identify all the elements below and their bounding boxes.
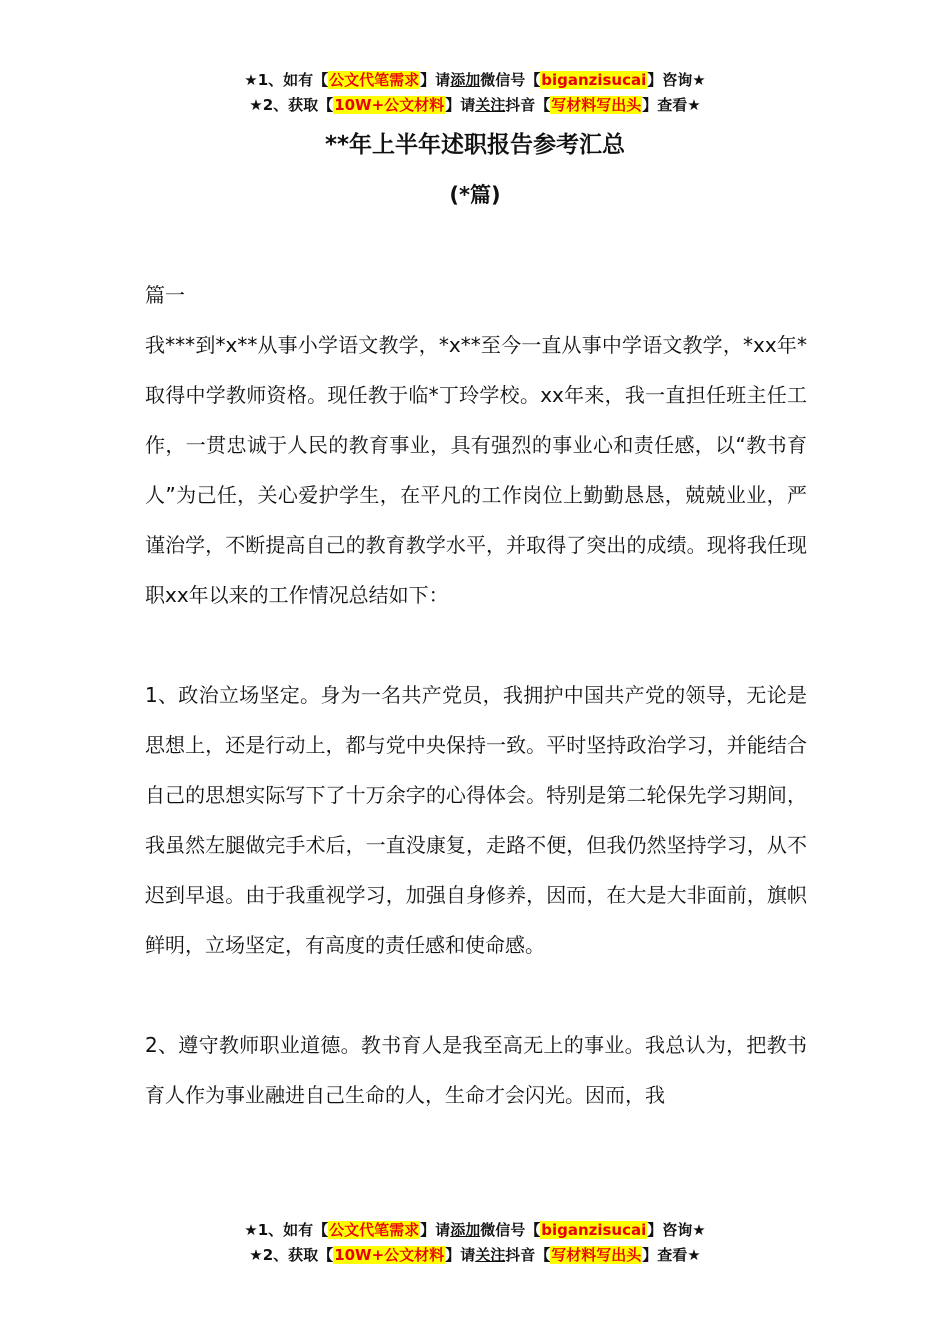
banner-text: ★1、如有【 <box>244 71 329 89</box>
banner-text: 】请 <box>420 71 451 89</box>
banner-highlight: 10W+公文材料 <box>334 96 445 114</box>
paragraph-gap <box>145 620 807 670</box>
paragraph-gap <box>145 970 807 1020</box>
banner-line-2 <box>0 93 950 118</box>
banner-text: 】查看★ <box>642 96 701 114</box>
banner-highlight: biganzisucai <box>541 1221 647 1239</box>
banner-text: ★2、获取【 <box>249 1246 334 1264</box>
banner-text: 】咨询★ <box>647 71 706 89</box>
banner-underlined: 关注 <box>475 96 506 114</box>
document-subtitle: (*篇) <box>449 183 501 207</box>
banner-line-1 <box>0 1218 950 1243</box>
banner-highlight: 公文代笔需求 <box>329 1221 420 1239</box>
banner-line-1 <box>0 68 950 93</box>
banner-text: 微信号【 <box>480 1221 541 1239</box>
banner-underlined: 关注 <box>475 1246 506 1264</box>
section-heading: 篇一 <box>145 283 185 307</box>
banner-text: 】咨询★ <box>647 1221 706 1239</box>
banner-underlined: 添加 <box>450 71 481 89</box>
paragraph: 1、政治立场坚定。身为一名共产党员，我拥护中国共产党的领导，无论是思想上，还是行动上，都与党中央保持一致。平时坚持政治学习，并能结合自己的思想实际写下了十万余字的心得体会。特别是第二轮保先学习期间，我虽然左腿做完手术后，一直没康复，走路不便，但我仍然坚持学习，从不迟到早退。由于我重视学习，加强自身修养，因而，在大是大非面前，旗帜鲜明，立场坚定，有高度的责任感和使命感。 <box>145 683 807 957</box>
bottom-banner <box>0 1218 950 1268</box>
banner-highlight: biganzisucai <box>541 71 647 89</box>
banner-text: 】请 <box>445 96 476 114</box>
banner-text: 抖音【 <box>505 96 551 114</box>
paragraph: 我***到*x**从事小学语文教学，*x**至今一直从事中学语文教学，*xx年*取得中学教师资格。现任教于临*丁玲学校。xx年来，我一直担任班主任工作，一贯忠诚于人民的教育事业，具有强烈的事业心和责任感，以“教书育人”为己任，关心爱护学生，在平凡的工作岗位上勤勤恳恳，兢兢业业，严谨治学，不断提高自己的教育教学水平，并取得了突出的成绩。现将我任现职xx年以来的工作情况总结如下： <box>145 333 807 607</box>
banner-text: 】查看★ <box>642 1246 701 1264</box>
banner-text: 】请 <box>420 1221 451 1239</box>
banner-text: ★2、获取【 <box>249 96 334 114</box>
banner-highlight: 写材料写出头 <box>551 1246 642 1264</box>
banner-text: 微信号【 <box>480 71 541 89</box>
banner-underlined: 添加 <box>450 1221 481 1239</box>
paragraph: 2、遵守教师职业道德。教书育人是我至高无上的事业。我总认为，把教书育人作为事业融进自己生命的人，生命才会闪光。因而，我 <box>145 1033 807 1107</box>
banner-highlight: 10W+公文材料 <box>334 1246 445 1264</box>
document-body <box>145 270 807 1120</box>
banner-highlight: 写材料写出头 <box>551 96 642 114</box>
banner-text: 】请 <box>445 1246 476 1264</box>
banner-text: ★1、如有【 <box>244 1221 329 1239</box>
banner-line-2 <box>0 1243 950 1268</box>
banner-highlight: 公文代笔需求 <box>329 71 420 89</box>
document-title: **年上半年述职报告参考汇总 <box>324 132 626 158</box>
banner-text: 抖音【 <box>505 1246 551 1264</box>
top-banner <box>0 68 950 118</box>
